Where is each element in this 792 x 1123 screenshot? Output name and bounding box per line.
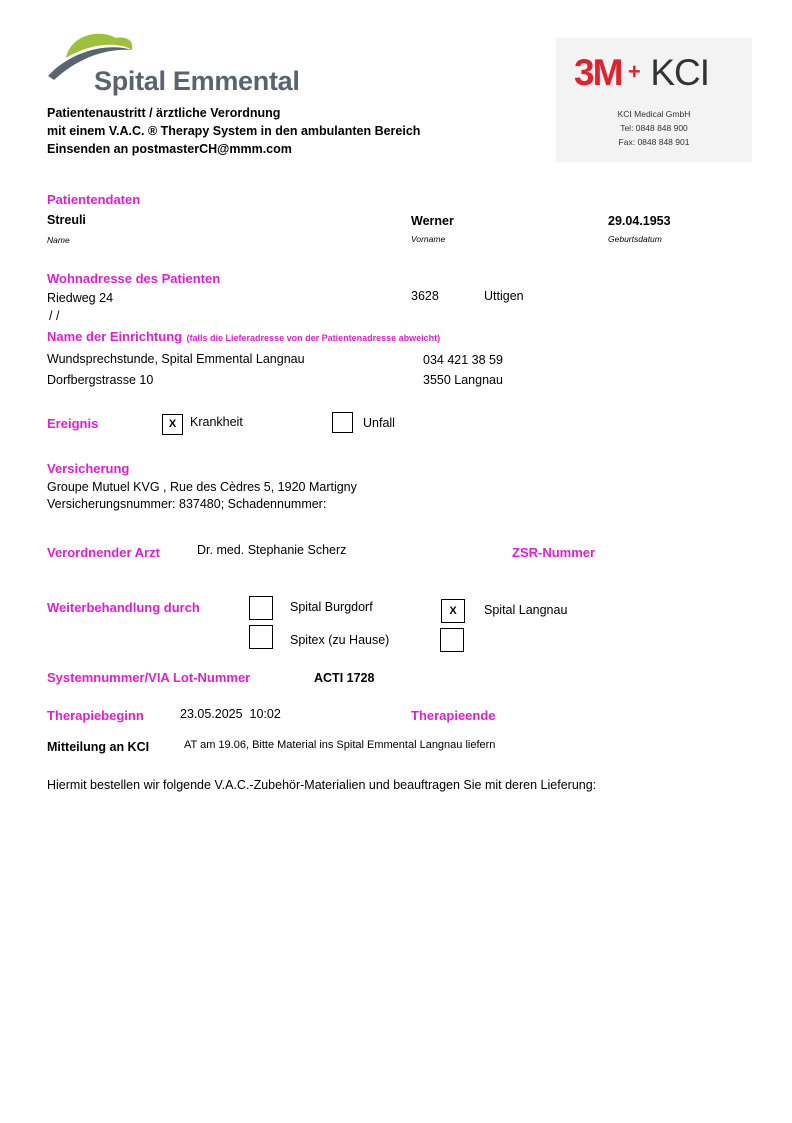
brand-3m: 3M [574, 52, 622, 93]
form-title-line-2: mit einem V.A.C. ® Therapy System in den ambulanten Bereich [47, 124, 421, 138]
facility-name: Wundsprechstunde, Spital Emmental Langnau [47, 352, 305, 366]
event-checkbox-unfall[interactable] [332, 412, 353, 433]
followup-checkbox-spitex[interactable] [249, 625, 273, 649]
address-extra: / / [49, 309, 60, 323]
event-checkbox-krankheit[interactable]: X [162, 414, 183, 435]
system-value: ACTI 1728 [314, 671, 375, 685]
doctor-name: Dr. med. Stephanie Scherz [197, 543, 347, 557]
spital-emmental-logo [46, 30, 321, 102]
kci-fax: Fax: 0848 848 901 [618, 137, 690, 147]
kci-tel: Tel: 0848 848 900 [620, 123, 688, 133]
hospital-name: Spital Emmental [94, 66, 300, 96]
address-street: Riedweg 24 [47, 291, 114, 305]
caption-name: Name [47, 235, 70, 245]
event-label: Ereignis [47, 416, 99, 431]
event-label-unfall: Unfall [363, 416, 395, 430]
facility-section-label [47, 328, 440, 346]
followup-checkbox-burgdorf[interactable] [249, 596, 273, 620]
kci-brand-row [574, 52, 709, 92]
order-text: Hiermit bestellen wir folgende V.A.C.-Zubehör-Materialien und beauftragen Sie mit deren Lieferung: [47, 778, 597, 792]
address-city: Uttigen [484, 289, 524, 303]
caption-geburtsdatum: Geburtsdatum [608, 234, 662, 244]
kci-logo-card [556, 38, 752, 162]
therapy-end-label: Therapieende [411, 708, 496, 723]
patient-section-label: Patientendaten [47, 192, 141, 207]
followup-label: Weiterbehandlung durch [47, 600, 200, 615]
zsr-label: ZSR-Nummer [512, 545, 596, 560]
facility-zip-city: 3550 Langnau [423, 373, 503, 387]
followup-label-burgdorf: Spital Burgdorf [290, 600, 373, 614]
message-label: Mitteilung an KCI [47, 740, 150, 754]
form-title-line-3: Einsenden an postmasterCH@mmm.com [47, 142, 292, 156]
address-section-label: Wohnadresse des Patienten [47, 271, 221, 286]
insurance-line-1: Groupe Mutuel KVG , Rue des Cèdres 5, 1920 Martigny [47, 480, 357, 494]
therapy-start-value: 23.05.2025 10:02 [180, 707, 281, 721]
plus-icon: + [627, 59, 641, 84]
followup-checkbox-other[interactable] [440, 628, 464, 652]
caption-vorname: Vorname [411, 234, 446, 244]
address-zip: 3628 [411, 289, 439, 303]
insurance-label: Versicherung [47, 461, 130, 476]
system-label: Systemnummer/VIA Lot-Nummer [47, 670, 251, 685]
patient-first-name: Werner [411, 214, 454, 228]
followup-label-spitex: Spitex (zu Hause) [290, 633, 390, 647]
doctor-label: Verordnender Arzt [47, 545, 160, 560]
facility-street: Dorfbergstrasse 10 [47, 373, 154, 387]
form-title-line-1: Patientenaustritt / ärztliche Verordnung [47, 106, 281, 120]
insurance-line-2: Versicherungsnummer: 837480; Schadennummer: [47, 497, 327, 511]
event-label-krankheit: Krankheit [190, 415, 243, 429]
followup-label-langnau: Spital Langnau [484, 603, 568, 617]
followup-checkbox-langnau[interactable]: X [441, 599, 465, 623]
patient-last-name: Streuli [47, 213, 86, 227]
message-value: AT am 19.06, Bitte Material ins Spital Emmental Langnau liefern [184, 739, 496, 751]
brand-kci: KCI [650, 52, 709, 93]
kci-company: KCI Medical GmbH [617, 109, 691, 119]
patient-birthdate: 29.04.1953 [608, 214, 671, 228]
facility-note: (falls die Lieferadresse von der Patientenadresse abweicht) [186, 333, 441, 343]
therapy-start-label: Therapiebeginn [47, 708, 144, 723]
facility-phone: 034 421 38 59 [423, 353, 503, 367]
facility-label: Name der Einrichtung [47, 329, 183, 344]
